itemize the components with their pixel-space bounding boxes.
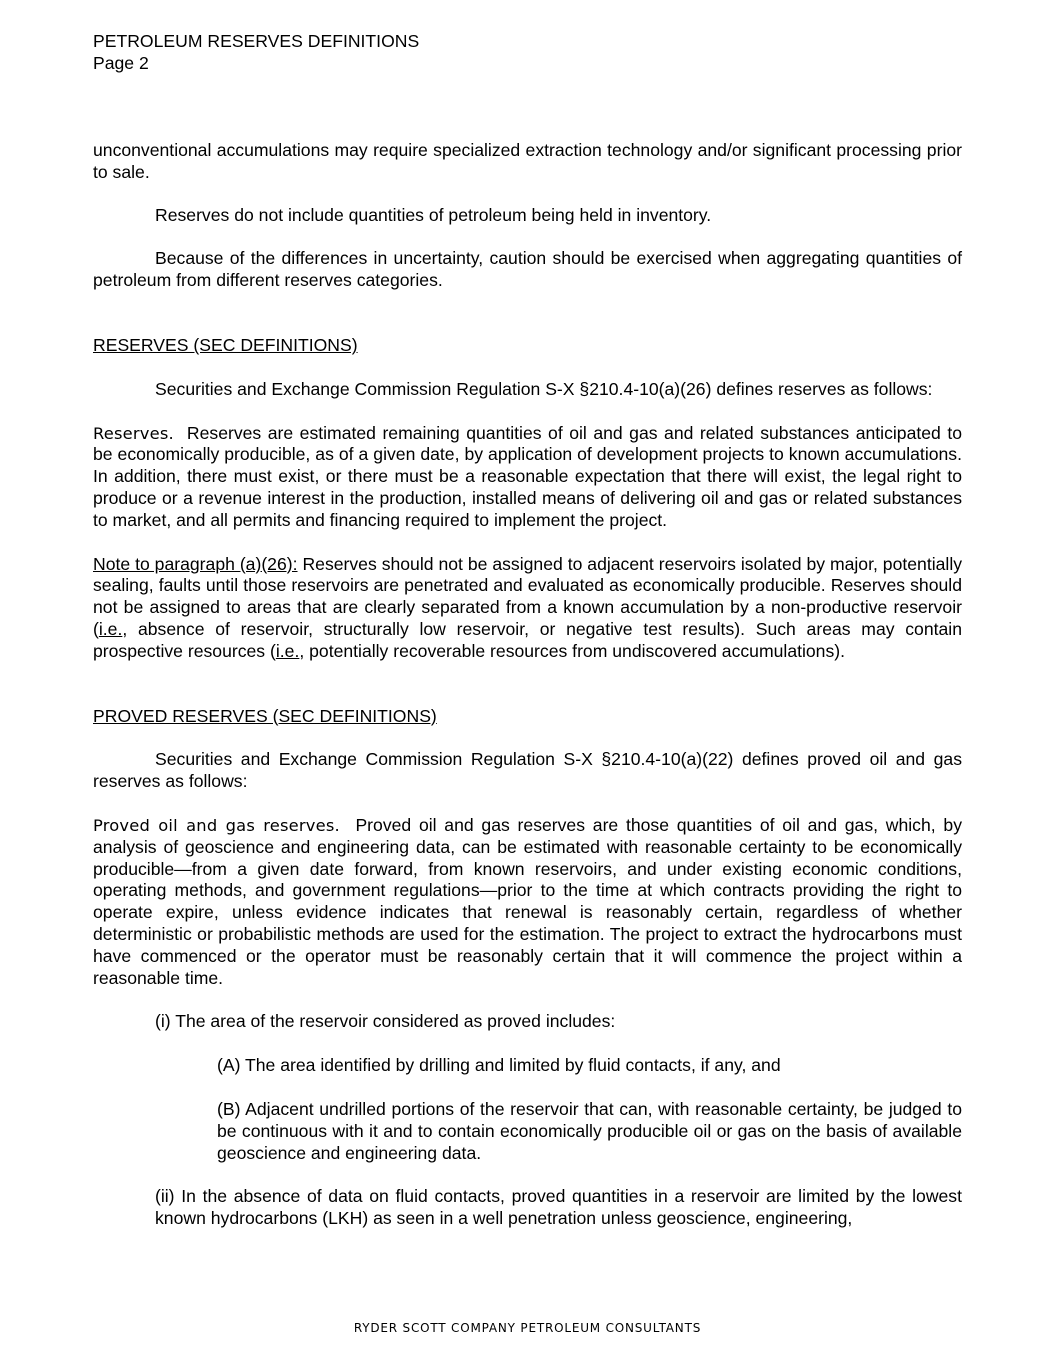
proved-item-i: (i) The area of the reservoir considered as proved includes: <box>155 1011 616 1032</box>
page-footer: RYDER SCOTT COMPANY PETROLEUM CONSULTANTS <box>353 1321 702 1335</box>
continuation-paragraph: unconventional accumulations may require specialized extraction technology and/or significant processing prior to sale. <box>93 140 962 182</box>
inventory-paragraph: Reserves do not include quantities of petroleum being held in inventory. <box>155 204 712 225</box>
document-title: PETROLEUM RESERVES DEFINITIONS <box>93 31 420 51</box>
proved-definition-paragraph <box>93 815 962 989</box>
note-label: Note to paragraph (a)(26): <box>93 553 298 574</box>
proved-intro-paragraph: Securities and Exchange Commission Regulation S-X §210.4-10(a)(22) defines proved oil and gas reserves as follows: <box>93 749 962 792</box>
reserves-term: Reserves. <box>93 423 174 443</box>
proved-item-A: (A) The area identified by drilling and limited by fluid contacts, if any, and <box>217 1055 781 1076</box>
note-text-part1: Reserves should not be assigned to adjacent reservoirs isolated by major, potentially sealing, faults until those reservoirs are penetrated and evaluated as economically producible. Reserves should not be assigned to areas that are clearly separated from a known accumulation by a non-productive reservoir ( <box>93 553 963 639</box>
aggregation-paragraph: Because of the differences in uncertainty, caution should be exercised when aggregating quantities of petroleum from different reserves categories. <box>93 248 962 291</box>
reserves-definition-text: Reserves are estimated remaining quantities of oil and gas and related substances anticipated to be economically producible, as of a given date, by application of development projects to known accumulations. In addition, there must exist, or there must be a reasonable expectation that there will exist, the legal right to produce or a revenue interest in the production, installed means of delivering oil and gas or related substances to market, and all permits and financing required to implement the project. <box>93 422 962 530</box>
proved-item-ii: (ii) In the absence of data on fluid contacts, proved quantities in a reservoir are limited by the lowest known hydrocarbons (LKH) as seen in a well penetration unless geoscience, engineering, <box>155 1186 962 1229</box>
proved-term: Proved oil and gas reserves. <box>93 815 340 835</box>
reserves-definition-paragraph <box>93 423 962 532</box>
proved-definition-text: Proved oil and gas reserves are those quantities of oil and gas, which, by analysis of geoscience and engineering data, can be estimated with reasonable certainty to be economically producible—from a given date forward, from known reservoirs, and under existing economic conditions, operating methods, and government regulations—prior to the time at which contracts providing the right to operate expire, unless evidence indicates that renewal is reasonably certain, regardless of whether deterministic or probabilistic methods are used for the estimation. The project to extract the hydrocarbons must have commenced or the operator must be reasonably certain that it will commence the project within a reasonable time. <box>93 814 962 988</box>
proved-item-B: (B) Adjacent undrilled portions of the reservoir that can, with reasonable certainty, be judged to be continuous with it and to contain economically producible oil or gas on the basis of available geoscience and engineering data. <box>217 1098 962 1163</box>
document-page <box>93 31 962 1230</box>
reserves-intro-paragraph: Securities and Exchange Commission Regulation S-X §210.4-10(a)(26) defines reserves as follows: <box>155 378 933 399</box>
reserves-note-paragraph <box>93 554 962 663</box>
note-text-part2: , absence of reservoir, structurally low reservoir, or negative test results). Such areas may contain prospective resources ( <box>93 618 962 661</box>
proved-reserves-sec-heading: PROVED RESERVES (SEC DEFINITIONS) <box>93 705 437 726</box>
page-number: Page 2 <box>93 52 149 73</box>
ie-abbreviation: i.e. <box>98 618 123 639</box>
note-text-part3: , potentially recoverable resources from undiscovered accumulations). <box>299 640 846 661</box>
reserves-sec-heading: RESERVES (SEC DEFINITIONS) <box>93 334 358 355</box>
page-header <box>93 31 962 74</box>
ie-abbreviation: i.e. <box>275 640 300 661</box>
